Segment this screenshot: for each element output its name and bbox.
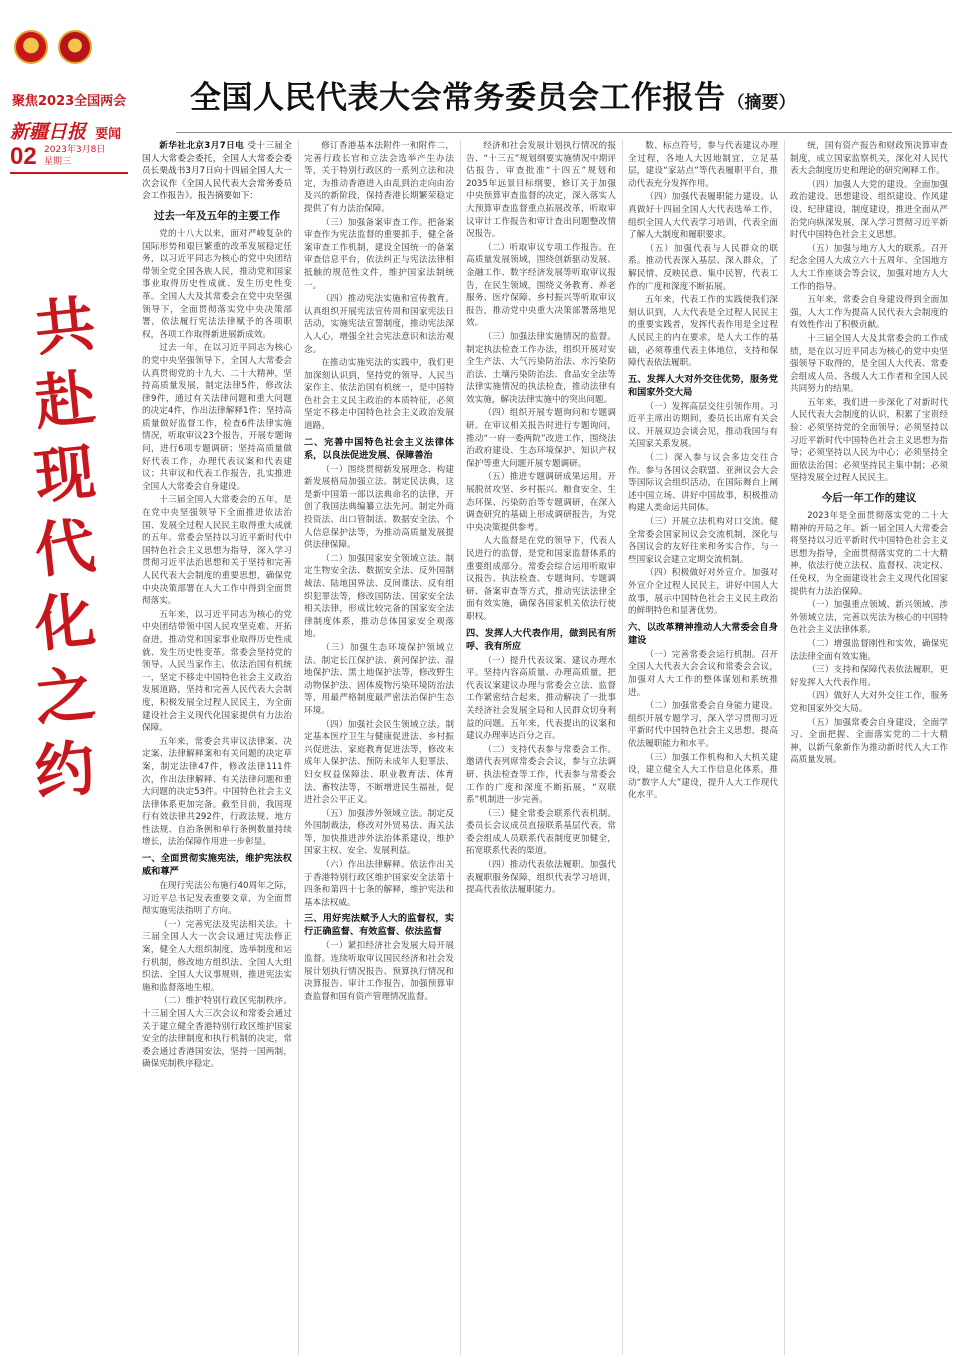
paragraph: （三）加强工作机构和人大机关建设，建立健全人大工作信息化体系，推动“数字人大”建设，提升人大工作现代化水平。 [628,752,778,801]
page-number: 02 [10,143,37,170]
subheading-constitution: 一、全面贯彻实施宪法，维护宪法权威和尊严 [142,853,292,878]
paragraph: （一）提升代表议案、建议办理水平。坚持内容高质量、办理高质量，把代表议案建议办理与常委会立法、监督工作紧密结合起来，推动解决了一批事关经济社会发展全局和人民群众切身利益的问题。五年来，代表提出的议案和建议办理率达百分之百。 [466,655,616,742]
paragraph: （二）加强国家安全领域立法。制定生物安全法、数据安全法、反外国制裁法、陆地国界法、反间谍法、反有组织犯罪法等，修改国防法、国家安全法相关法律，形成比较完备的国家安全法律制度体系，推动总体国家安全观落地。 [304,553,454,640]
column-divider [622,140,623,1355]
subheading-legislation: 二、完善中国特色社会主义法律体系，以良法促进发展、保障善治 [304,436,454,461]
newspaper-masthead [10,117,160,144]
paragraph: （四）组织开展专题询问和专题调研。在审议相关报告时进行专题询问，推动“一府一委两院”改进工作，围绕法治政府建设、生态环境保护、知识产权保护等重大问题开展专题调研。 [466,408,616,469]
article-headline [190,72,950,117]
paragraph: （一）加强重点领域、新兴领域、涉外领域立法，完善以宪法为核心的中国特色社会主义法律体系。 [790,600,948,636]
paragraph: （四）推动代表依法履职。加强代表履职服务保障，组织代表学习培训，提高代表依法履职能力。 [466,860,616,896]
column-divider [784,140,785,1355]
paragraph: 过去一年，在以习近平同志为核心的党中央坚强领导下，全国人大常委会认真贯彻党的十九大、二十大精神，坚持高质量发展，制定法律5件，修改法律9件，通过有关法律问题和重大问题的决定4件，作出法律解释1件；坚持高质量做好监督工作，检查6件法律实施情况，听取审议23个报告，开展专题询问，进行6项专题调研；坚持高质量做好代表工作，办理代表议案和代表建议；共审议和代表工作报告，扎实推进全国人大常委会自身建设。 [142,343,292,492]
paragraph: （二）深入参与议会多边交往合作。参与各国议会联盟、亚洲议会大会等国际议会组织活动，在国际舞台上阐述中国立场、讲好中国故事，积极推动构建人类命运共同体。 [628,453,778,514]
headline-title: 全国人民代表大会常务委员会工作报告 [190,80,726,116]
calligraphy-slogan [30,290,100,808]
calligraphy-char: 现 [31,437,99,513]
paragraph: （一）完善常委会运行机制。召开全国人大代表大会会议和常委会会议，加强对人大工作的整体谋划和系统推进。 [628,649,778,698]
paragraph: （五）加强涉外领域立法。制定反外国制裁法，修改对外贸易法、海关法等，加快推进涉外法治体系建设，维护国家主权、安全、发展利益。 [304,808,454,857]
paragraph: （五）加强与地方人大的联系。召开纪念全国人大成立六十五周年、全国地方人大工作座谈会等会议，加强对地方人大工作的指导。 [790,243,948,292]
paragraph: 统，国有资产报告和财政预决算审查制度，成立国家监察机关，深化对人民代表大会制度历史和理论的研究阐释工作。 [790,141,948,177]
paragraph: （二）增强监督刚性和实效，确保宪法法律全面有效实施。 [790,638,948,662]
headline-subtitle: （摘要） [727,93,796,113]
paragraph: （六）作出法律解释。依法作出关于香港特别行政区维护国家安全法第十四条和第四十七条的解释，维护宪法和基本法权威。 [304,860,454,908]
column-divider [298,140,299,1355]
paragraph: 五年来，常委会自身建设得到全面加强，人大工作为提高人民代表大会制度的有效性作出了积极贡献。 [790,295,948,331]
paragraph: （四）积极做好对外宣介。加强对外宣介全过程人民民主，讲好中国人大故事，展示中国特色社会主义民主政治的鲜明特色和显著优势。 [628,568,778,617]
article-column-1 [142,140,292,1355]
national-emblem-icon [14,30,48,64]
paragraph: （三）开展立法机构对口交流。健全常委会国家间议会交流机制，深化与各国议会的友好往来和务实合作，与一些国家议会建立定期交流机制。 [628,517,778,565]
headline-rule [176,132,952,133]
paragraph: （一）紧扣经济社会发展大局开展监督。连续听取审议国民经济和社会发展计划执行情况报告、预算执行情况和决算报告、审计工作报告，加强预算审查监督和国有资产管理情况监督。 [304,941,454,1002]
paragraph: （三）支持和保障代表依法履职，更好发挥人大代表作用。 [790,665,948,688]
column-divider [460,140,461,1355]
paragraph: 修订香港基本法附件一和附件二，完善行政长官和立法会选举产生办法等，关于特别行政区的一系列立法和决定，为推动香港进入由乱到治走向由治及兴的新阶段，保持香港长期繁荣稳定提供了有力法治保障。 [304,141,454,214]
paragraph: 党的十八大以来，面对严峻复杂的国际形势和艰巨繁重的改革发展稳定任务，以习近平同志为核心的党中央团结带领全党全国各族人民，推动党和国家事业取得历史性成就、发生历史性变革。全国人大及其常委会在党中央坚强领导下，全面贯彻落实党中央决策部署，依法履行宪法法律赋予的各项职权，各项工作取得新进展新成效。 [142,228,292,340]
subheading-deputies: 四、发挥人大代表作用，做到民有所呼、我有所应 [466,627,616,652]
paragraph: （二）听取审议专项工作报告。在高质量发展领域，围绕创新驱动发展、金融工作、数字经济发展等听取审议报告，在民生领域，围绕义务教育、养老服务、医疗保障、乡村振兴等听取审议报告，推动党中央重大决策部署落地见效。 [466,242,616,329]
subheading-self-building: 六、以改革精神推动人大常委会自身建设 [628,621,778,646]
paragraph: 数、标点符号，参与代表建议办理全过程，各地人大因地制宜，立足基层，建设“家站点”等代表履职平台，推动代表充分发挥作用。 [628,141,778,189]
subheading-foreign-affairs: 五、发挥人大对外交往优势，服务党和国家外交大局 [628,373,778,398]
section-heading-past-work: 过去一年及五年的主要工作 [154,209,280,222]
emblems [14,30,92,64]
paragraph: （四）加强代表履职能力建设。认真做好十四届全国人大代表选举工作，组织全国人大代表学习培训，代表全面了解人大制度和履职要求。 [628,192,778,241]
paragraph: （四）做好人大对外交往工作，服务党和国家外交大局。 [790,691,948,714]
date-text: 2023年3月8日 [44,145,106,155]
newspaper-name: 新疆日报 [10,121,87,143]
weekday-text: 星期三 [44,157,72,167]
article-column-3 [466,140,616,1355]
paragraph: 十三届全国人大及其常委会的工作成绩，是在以习近平同志为核心的党中央坚强领导下取得的，是全国人大代表、常委会组成人员、各级人大工作者和全国人民共同努力的结果。 [790,333,948,395]
article-column-2 [304,140,454,1355]
issue-date [44,144,105,168]
calligraphy-char: 代 [31,511,99,587]
paragraph: （四）加强人大党的建设。全面加强政治建设、思想建设、组织建设、作风建设、纪律建设，制度建设，推进全面从严治党向纵深发展，深入学习贯彻习近平新时代中国特色社会主义思想。 [790,179,948,241]
paragraph: （三）加强法律实施情况的监督。制定执法检查工作办法，组织开展对安全生产法、大气污染防治法、水污染防治法、土壤污染防治法、食品安全法等法律实施情况的执法检查，推动法律有效实施，解决法律实施中的突出问题。 [466,331,616,405]
article-column-4 [628,140,778,1355]
paragraph: （一）发挥高层交往引领作用。习近平主席出访期间，委员长出席有关会议、开展双边会谈会见，推动我国与有关国家关系发展。 [628,401,778,450]
masthead-divider [10,172,128,174]
paragraph: 五年来，常委会共审议法律案、决定案、法律解释案和有关问题的决定草案，制定法律47件，修改法律111件次，作出法律解释、有关法律问题和重大问题的决定53件。中国特色社会主义法律体系更加完备。截至目前，我国现行有效法律共292件，行政法规、地方性法规、自治条例和单行条例数量持续增长，法治保障作用进一步彰显。 [142,736,292,848]
paragraph: （二）维护特别行政区宪制秩序。十三届全国人大三次会议和常委会通过关于建立健全香港特别行政区维护国家安全的法律制度和执行机制的决定，常委会通过香港国安法，坚持一国两制，确保宪制秩序稳定。 [142,996,292,1070]
paragraph: （五）加强代表与人民群众的联系。推动代表深入基层、深入群众，了解民情、反映民意、集中民智，代表工作的广度和深度不断拓展。 [628,243,778,292]
calligraphy-char: 化 [31,585,99,661]
calligraphy-char: 共 [31,289,99,365]
dateline: 新华社北京3月7日电 [159,141,245,151]
calligraphy-char: 约 [31,733,99,809]
calligraphy-char: 之 [31,659,99,735]
paragraph: 五年来，我们进一步深化了对新时代人民代表大会制度的认识，积累了宝贵经验：必须坚持党的全面领导；必须坚持以习近平新时代中国特色社会主义思想为指导；必须坚持以人民为中心；必须坚持全面依法治国；必须坚持民主集中制；必须坚持发展全过程人民民主。 [790,397,948,484]
paragraph: 五年来，以习近平同志为核心的党中央团结带领中国人民攻坚克难、开拓奋进，推动党和国家事业取得历史性成就、发生历史性变革。常委会坚持党的领导、人民当家作主、依法治国有机统一，坚定不移走中国特色社会主义政治发展道路，坚持和完善人民代表大会制度，积极发展全过程人民民主，为全面建设社会主义现代化国家提供有力法治保障。 [142,609,292,734]
lead-paragraph [142,140,292,203]
paragraph: （四）加强社会民生领域立法。制定基本医疗卫生与健康促进法、乡村振兴促进法、家庭教育促进法等，修改未成年人保护法、预防未成年人犯罪法、妇女权益保障法、职业教育法、体育法、畜牧法等，不断增进民生福祉，促进社会公平正义。 [304,719,454,806]
section-label: 聚焦2023全国两会 [12,94,127,109]
paragraph: 在现行宪法公布施行40周年之际，习近平总书记发表重要文章，为全面贯彻实施宪法指明了方向。 [142,881,292,917]
paragraph: （五）推进专题调研成果运用。开展脱贫攻坚、乡村振兴、粮食安全、生态环保、污染防治等专题调研，在深入调查研究的基础上形成调研报告，为党中央决策提供参考。 [466,472,616,533]
paragraph: （一）完善宪法及宪法相关法。十三届全国人大一次会议通过宪法修正案，健全人大组织制度，选举制度和运行机制，修改地方组织法、全国人大组织法、全国人大议事规则，推进宪法实施和监督落地生根。 [142,919,292,993]
calligraphy-char: 赴 [31,363,99,439]
subheading-supervision: 三、用好宪法赋予人大的监督权，实行正确监督、有效监督、依法监督 [304,913,454,938]
section-name: 要闻 [95,127,122,142]
lead-text: 受十三届全国人大常委会委托，全国人大常委会委员长栗战书3月7日向十四届全国人大一次会议作《全国人民代表大会常务委员会工作报告》。报告摘要如下： [142,141,292,202]
masthead-strip [0,0,130,1364]
section-heading-next-year: 今后一年工作的建议 [821,492,917,505]
paragraph: 在推动实施宪法的实践中，我们更加深刻认识到，坚持党的领导、人民当家作主、依法治国有机统一，是中国特色社会主义民主政治的本质特征，必须坚定不移走中国特色社会主义政治发展道路。 [304,358,454,432]
cppcc-emblem-icon [58,30,92,64]
paragraph: （五）加强常委会自身建设，全面学习、全面把握、全面落实党的二十大精神，以新气象新作为推动新时代人大工作高质量发展。 [790,717,948,766]
paragraph: （四）推动宪法实施和宣传教育。认真组织开展宪法宣传周和国家宪法日活动，实施宪法宣誓制度，推动宪法深入人心，增强全社会宪法意识和法治观念。 [304,294,454,355]
paragraph: （三）加强备案审查工作。把备案审查作为宪法监督的重要抓手，健全备案审查工作机制，建设全国统一的备案审查信息平台，依法纠正与宪法法律相抵触的规范性文件，维护国家法制统一。 [304,217,454,291]
article-column-5 [790,140,948,1355]
paragraph: （三）健全常委会联系代表机制。委员长会议成员直接联系基层代表，常委会组成人员联系代表制度更加健全，拓宽联系代表的渠道。 [466,808,616,857]
paragraph: （二）加强常委会自身能力建设。组织开展专题学习，深入学习贯彻习近平新时代中国特色社会主义思想，提高依法履职能力和水平。 [628,701,778,749]
paragraph: 人大监督是在党的领导下，代表人民进行的监督，是党和国家监督体系的重要组成部分。常委会综合运用听取审议报告、执法检查、专题询问、专题调研、备案审查等方式，推动宪法法律全面有效实施，确保各国家机关依法行使职权。 [466,536,616,622]
paragraph: 2023年是全面贯彻落实党的二十大精神的开局之年。新一届全国人大常委会将坚持以习近平新时代中国特色社会主义思想为指导，全面贯彻落实党的二十大精神，依法行使立法权、监督权、决定权、任免权，为全面建设社会主义现代化国家提供有力法治保障。 [790,511,948,597]
paragraph: （三）加强生态环境保护领域立法。制定长江保护法、黄河保护法、湿地保护法、黑土地保护法等，修改野生动物保护法、固体废物污染环境防治法等，用最严格制度最严密法治保护生态环境。 [304,642,454,716]
paragraph: （二）支持代表参与常委会工作。邀请代表列席常委会会议，参与立法调研、执法检查等工作，代表参与常委会工作的广度和深度不断拓展，“双联系”机制进一步完善。 [466,744,616,806]
paragraph: 十三届全国人大常委会的五年，是在党中央坚强领导下全面推进依法治国、发展全过程人民民主取得重大成就的五年。常委会坚持以习近平新时代中国特色社会主义思想为指导，深入学习贯彻习近平法治思想和关于坚持和完善人民代表大会制度的重要思想，确保党中央决策部署在人大工作中得到全面贯彻落实。 [142,495,292,607]
paragraph: （一）围绕贯彻新发展理念、构建新发展格局加强立法。制定民法典，这是新中国第一部以法典命名的法律，开创了我国法典编纂立法先河。制定外商投资法、出口管制法、数据安全法、个人信息保护法等，为推动高质量发展提供法律保障。 [304,464,454,551]
paragraph: 经济和社会发展计划执行情况的报告、“十三五”规划纲要实施情况中期评估报告，审查批准“十四五”规划和2035年远景目标纲要，修订关于加强中央预算审查监督的决定，深入落实人大预算审查监督重点拓展改革，听取审议审计工作报告和审计查出问题整改情况报告。 [466,141,616,240]
paragraph: 五年来，代表工作的实践使我们深刻认识到，人大代表是全过程人民民主的重要实践者，发挥代表作用是全过程人民民主的内在要求，是人大工作的基础，必须尊重代表主体地位，支持和保障代表依法履职。 [628,295,778,369]
